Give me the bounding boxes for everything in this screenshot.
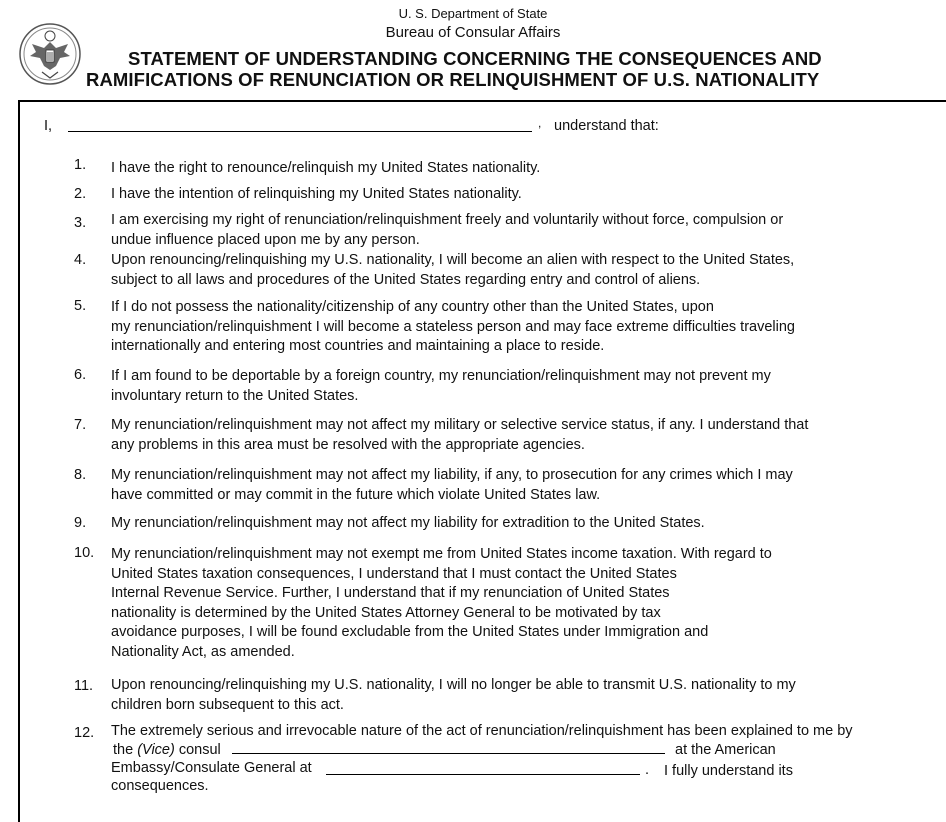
name-input-line[interactable] bbox=[68, 131, 532, 132]
item-text bbox=[111, 211, 871, 250]
item-text-line: Nationality Act, as amended. bbox=[111, 643, 295, 660]
intro-comma: , bbox=[538, 116, 542, 130]
consul-name-line[interactable] bbox=[232, 753, 665, 754]
item-number: 9. bbox=[74, 515, 87, 531]
item-text-line: United States taxation consequences, I understand that I must contact the United States bbox=[111, 565, 677, 582]
item-text-line: If I am found to be deportable by a foreign country, my renunciation/relinquishment may not prevent my bbox=[111, 368, 771, 384]
item12-fully: I fully understand its bbox=[664, 763, 793, 779]
item-text-line: internationally and entering most countries and maintaining a place to reside. bbox=[111, 338, 605, 354]
title-line-1: STATEMENT OF UNDERSTANDING CONCERNING THE CONSEQUENCES AND bbox=[128, 48, 822, 69]
item-text-line: My renunciation/relinquishment may not exempt me from United States income taxation. With regard to bbox=[111, 546, 772, 562]
item-text bbox=[111, 298, 871, 357]
item-number: 6. bbox=[74, 367, 87, 383]
item-number: 1. bbox=[74, 157, 87, 173]
intro-suffix: understand that: bbox=[554, 118, 659, 134]
item-text bbox=[111, 251, 871, 290]
item-number: 7. bbox=[74, 417, 87, 433]
item-text bbox=[111, 466, 871, 505]
item-text bbox=[111, 514, 871, 534]
item12-period: . bbox=[645, 762, 650, 778]
item-text-line: my renunciation/relinquishment I will become a stateless person and may face extreme difficulties traveling bbox=[111, 318, 795, 335]
item-number: 3. bbox=[74, 215, 87, 231]
item-text-line: I am exercising my right of renunciation/relinquishment freely and voluntarily without force, compulsion or bbox=[111, 212, 784, 228]
item-text-line: any problems in this area must be resolved with the appropriate agencies. bbox=[111, 436, 585, 453]
intro-prefix: I, bbox=[44, 118, 53, 134]
item-text-line: children born subsequent to this act. bbox=[111, 696, 344, 713]
item-text-line: If I do not possess the nationality/citizenship of any country other than the United States, upon bbox=[111, 299, 714, 315]
item-text bbox=[111, 367, 871, 406]
item-number: 11. bbox=[74, 678, 94, 694]
item-text-line: Upon renouncing/relinquishing my U.S. nationality, I will become an alien with respect to the United States, bbox=[111, 252, 795, 268]
item12-line1: The extremely serious and irrevocable nature of the act of renunciation/relinquishment has been explained to me by bbox=[111, 723, 853, 739]
embassy-location-line[interactable] bbox=[326, 774, 640, 775]
bureau-name: Bureau of Consular Affairs bbox=[385, 24, 561, 41]
item-text bbox=[111, 416, 871, 455]
item-number: 5. bbox=[74, 298, 87, 314]
item-text-line: undue influence placed upon me by any person. bbox=[111, 231, 420, 248]
item12-the: the (Vice) consul bbox=[113, 742, 221, 758]
item-number: 10. bbox=[74, 545, 95, 561]
department-name: U. S. Department of State bbox=[398, 6, 548, 21]
item12-consequences: consequences. bbox=[111, 778, 209, 794]
item-text-line: avoidance purposes, I will be found excludable from the United States under Immigration and bbox=[111, 624, 709, 640]
item-text bbox=[111, 545, 871, 662]
item-text-line: My renunciation/relinquishment may not affect my liability, if any, to prosecution for any crimes which I may bbox=[111, 467, 793, 483]
title-line-2: RAMIFICATIONS OF RENUNCIATION OR RELINQUISHMENT OF U.S. NATIONALITY bbox=[86, 69, 820, 90]
item-number: 8. bbox=[74, 467, 87, 483]
item-number: 2. bbox=[74, 186, 87, 202]
item12-at-american: at the American bbox=[675, 742, 776, 758]
item-text-line: have committed or may commit in the future which violate United States law. bbox=[111, 486, 601, 503]
item-text-line: I have the right to renounce/relinquish my United States nationality. bbox=[111, 160, 541, 176]
item-text-line: Internal Revenue Service. Further, I understand that if my renunciation of United States bbox=[111, 585, 670, 601]
item-text bbox=[111, 185, 871, 205]
item-text-line: My renunciation/relinquishment may not affect my liability for extradition to the United States. bbox=[111, 515, 705, 531]
item-text-line: nationality is determined by the United States Attorney General to be motivated by tax bbox=[111, 604, 661, 621]
item-number: 4. bbox=[74, 252, 87, 268]
item-text bbox=[111, 159, 871, 179]
item-text-line: I have the intention of relinquishing my United States nationality. bbox=[111, 186, 522, 202]
item-number: 12. bbox=[74, 725, 95, 741]
item-text bbox=[111, 676, 871, 715]
item12-embassy: Embassy/Consulate General at bbox=[111, 760, 312, 776]
item-text-line: subject to all laws and procedures of the United States regarding entry and control of aliens. bbox=[111, 271, 701, 288]
item-text-line: Upon renouncing/relinquishing my U.S. nationality, I will no longer be able to transmit U.S. nationality to my bbox=[111, 677, 796, 693]
item-text-line: My renunciation/relinquishment may not affect my military or selective service status, if any. I understand that bbox=[111, 417, 809, 433]
item-text-line: involuntary return to the United States. bbox=[111, 387, 359, 404]
